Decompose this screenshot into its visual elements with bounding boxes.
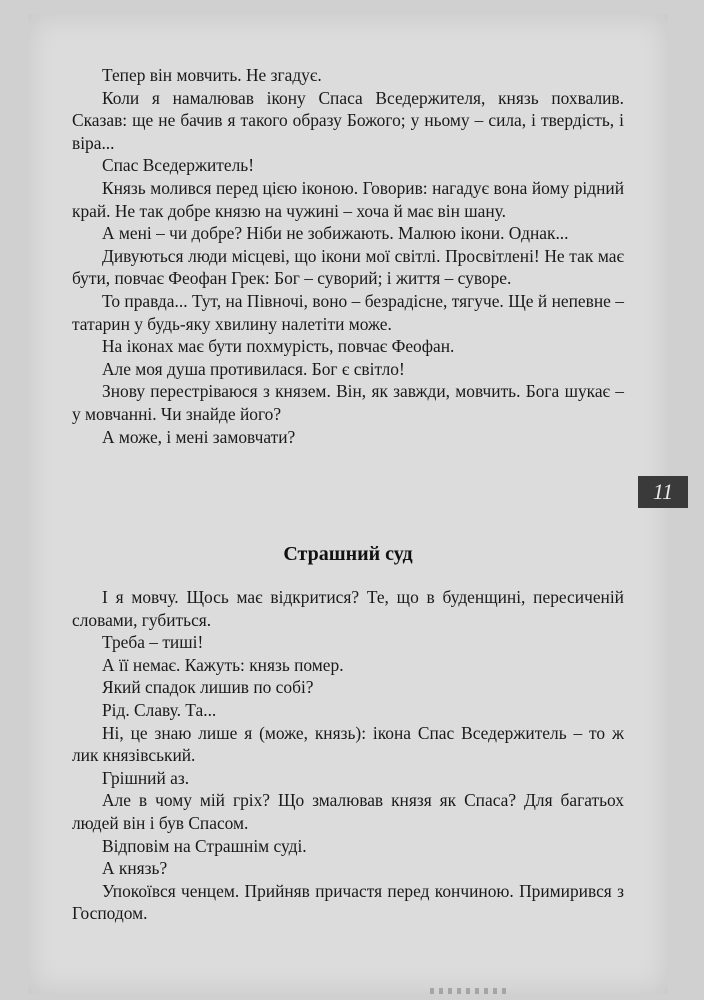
paragraph: Але моя душа противилася. Бог є світло!	[102, 358, 405, 379]
paragraph: То правда... Тут, на Півночі, воно – безрадісне, тягуче. Ще й непевне – татарин у будь-яку хвилину налетіти може.	[72, 290, 624, 334]
section-1-text	[72, 64, 624, 448]
paragraph: І я мовчу. Щось має відкритися? Те, що в буденщині, пересиченій словами, губиться.	[72, 587, 624, 630]
paragraph: На іконах має бути похмурість, повчає Феофан.	[102, 336, 455, 357]
paragraph: А може, і мені замовчати?	[102, 426, 296, 447]
paragraph: Знову перестріваюся з князем. Він, як завжди, мовчить. Бога шукає – у мовчанні. Чи знайде його?	[72, 381, 624, 424]
paragraph: Коли я намалював ікону Спаса Вседержителя, князь похвалив. Сказав: ще не бачив я такого образу Божого; у ньому – сила, і твердість, і віра...	[72, 87, 624, 153]
paragraph: Ні, це знаю лише я (може, князь): ікона Спас Вседержитель – то ж лик князівський.	[72, 722, 624, 766]
paragraph: Треба – тиші!	[102, 632, 204, 653]
paragraph: А мені – чи добре? Ніби не зобижають. Малюю ікони. Однак...	[102, 223, 569, 244]
paragraph: Дивуються люди місцеві, що ікони мої світлі. Просвітлені! Не так має бути, повчає Феофан Грек: Бог – суворий; і життя – суворе.	[72, 245, 624, 289]
print-smudge	[430, 988, 510, 994]
paragraph: Відповім на Страшнім суді.	[102, 835, 307, 856]
paragraph: Князь молився перед цією іконою. Говорив: нагадує вона йому рідний край. Не так добре князю на чужині – хоча й має він шану.	[72, 177, 624, 221]
paragraph: Який спадок лишив по собі?	[102, 677, 314, 698]
paragraph: Тепер він мовчить. Не згадує.	[102, 65, 322, 85]
section-2-text	[72, 586, 624, 925]
paragraph: Рід. Славу. Та...	[102, 699, 217, 720]
section-heading: Страшний суд	[283, 543, 413, 565]
paragraph: Упокоївся ченцем. Прийняв причастя перед кончиною. Примирився з Господом.	[72, 880, 624, 924]
paragraph: Грішний аз.	[102, 767, 190, 788]
paragraph: Але в чому мій гріх? Що змалював князя як Спаса? Для багатьох людей він і був Спасом.	[72, 790, 624, 833]
page-number-tab: 11	[638, 476, 688, 508]
paragraph: Спас Вседержитель!	[102, 155, 255, 176]
paragraph: А її немає. Кажуть: князь помер.	[102, 654, 344, 675]
paragraph: А князь?	[102, 858, 168, 879]
